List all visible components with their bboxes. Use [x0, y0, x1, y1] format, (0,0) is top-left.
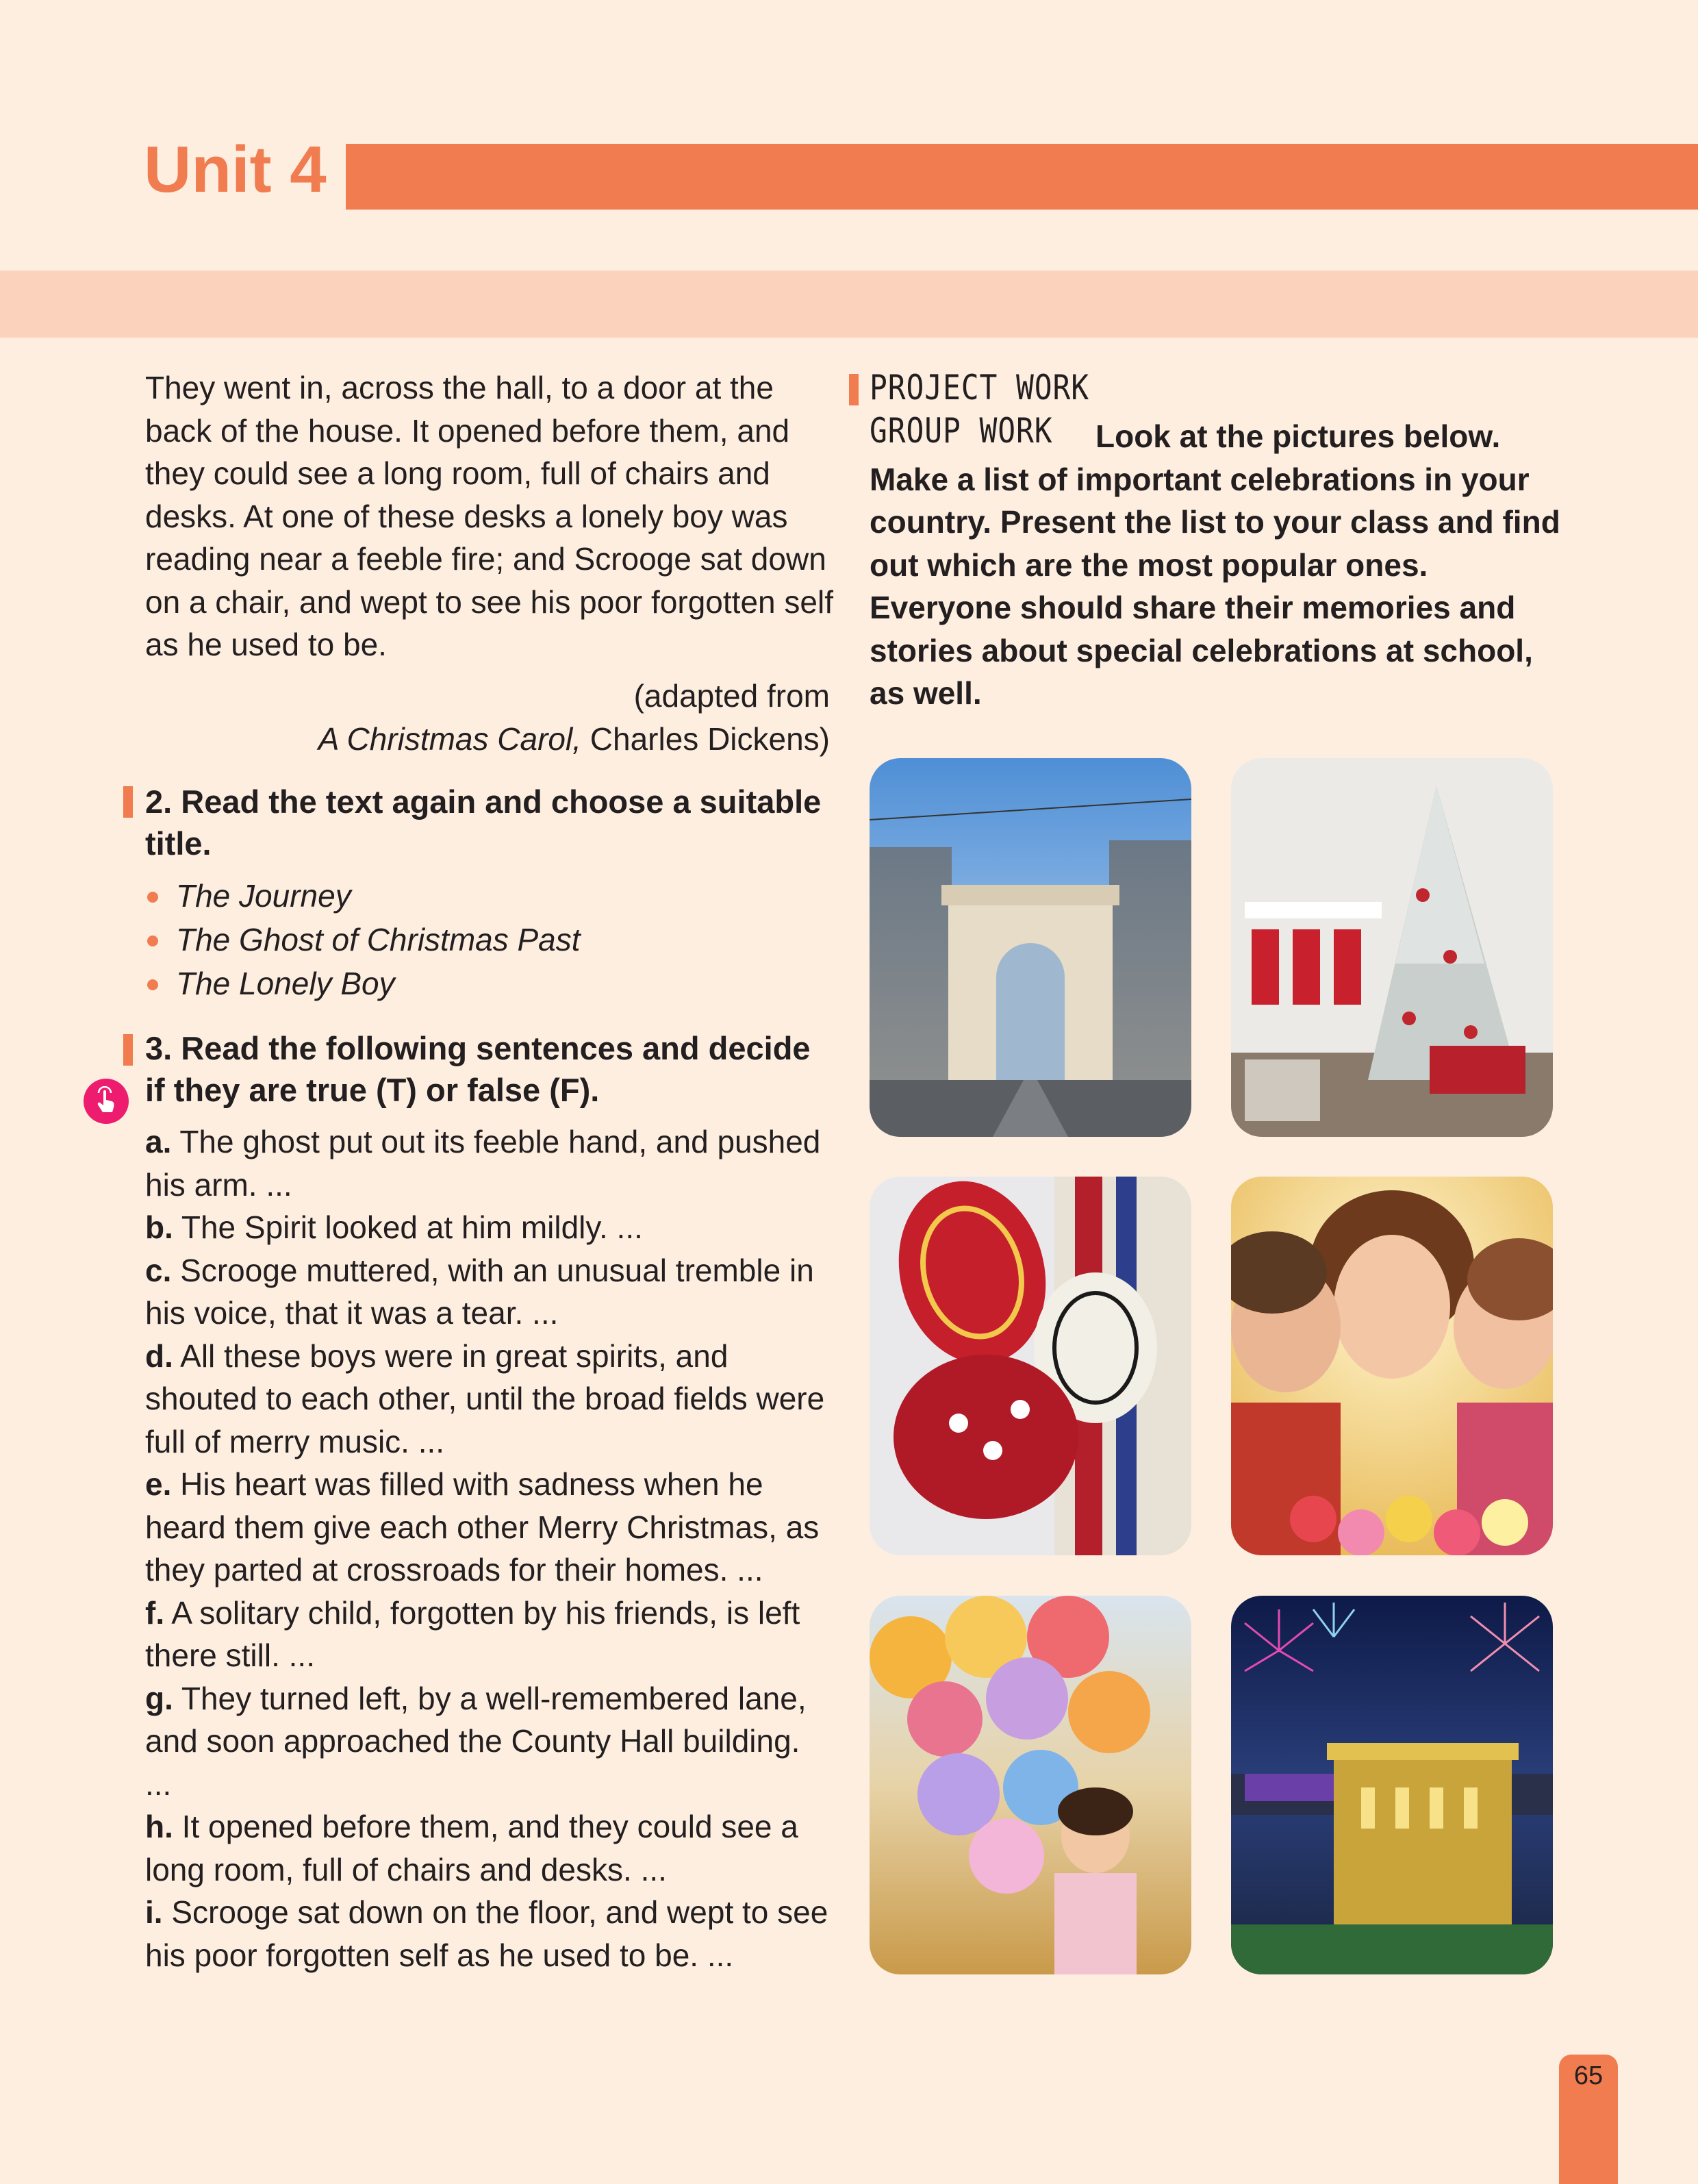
- statement-text: The Spirit looked at him mildly. ...: [173, 1209, 643, 1245]
- project-work-label: PROJECT WORK: [870, 368, 1089, 407]
- statement: [145, 1206, 833, 1249]
- statement-letter: h.: [145, 1809, 173, 1844]
- task3-heading: 3. Read the following sentences and decide if they are true (T) or false (F).: [145, 1030, 811, 1108]
- statements-list: [145, 1120, 833, 1976]
- photo-new-year-fireworks: [1231, 1596, 1553, 1974]
- statement: [145, 1891, 833, 1976]
- statement: [145, 1120, 833, 1206]
- statement-letter: d.: [145, 1338, 173, 1374]
- unit-title-bar: [346, 144, 1698, 210]
- title-option-text: The Lonely Boy: [176, 966, 395, 1001]
- bullet-icon: [147, 979, 158, 990]
- statement: [145, 1335, 833, 1464]
- bullet-icon: [147, 936, 158, 946]
- task-marker: [123, 786, 133, 818]
- statement-letter: i.: [145, 1894, 163, 1930]
- statement-text: All these boys were in great spirits, and shouted to each other, until the broad fields were full of merry music. ...: [145, 1338, 825, 1459]
- passage-source: [145, 675, 830, 760]
- statement-text: They turned left, by a well-remembered lane, and soon approached the County Hall building. ...: [145, 1680, 807, 1802]
- reading-passage: They went in, across the hall, to a door at the back of the house. It opened before them, and they could see a long room, full of chairs and desks. At one of these desks a lonely boy was reading near a feeble fire; and Scrooge sat down on a chair, and wept to see his poor forgotten self as he used to be.: [145, 370, 833, 662]
- bullet-icon: [147, 892, 158, 903]
- statement-text: The ghost put out its feeble hand, and pushed his arm. ...: [145, 1124, 821, 1203]
- statement-letter: e.: [145, 1466, 172, 1502]
- group-work-label: GROUP WORK: [870, 411, 1053, 451]
- task-marker: [849, 374, 859, 405]
- pointer-icon[interactable]: [84, 1079, 129, 1124]
- statement-text: A solitary child, forgotten by his friends, is left there still. ...: [145, 1594, 800, 1673]
- title-option: [145, 874, 581, 918]
- page-number: 65: [1573, 2061, 1604, 2090]
- header-band: [0, 271, 1698, 338]
- statement-text: Scrooge sat down on the floor, and wept to see his poor forgotten self as he used to be. ...: [145, 1894, 828, 1973]
- title-option: [145, 962, 581, 1005]
- statement-letter: c.: [145, 1252, 172, 1288]
- statement-letter: a.: [145, 1124, 172, 1159]
- statement: [145, 1677, 833, 1806]
- title-options-list: [145, 874, 581, 1005]
- statement: [145, 1592, 833, 1677]
- title-option: [145, 918, 581, 962]
- title-option-text: The Ghost of Christmas Past: [176, 922, 581, 957]
- source-author: Charles Dickens): [581, 720, 830, 757]
- unit-title: Unit 4: [144, 133, 327, 206]
- photo-triumphal-arch: [870, 758, 1191, 1137]
- source-book-title: A Christmas Carol,: [318, 720, 581, 757]
- source-line: (adapted from: [633, 678, 830, 714]
- task2-heading: 2. Read the text again and choose a suitable title.: [145, 783, 822, 862]
- statement-text: Scrooge muttered, with an unusual tremble in his voice, that it was a tear. ...: [145, 1252, 814, 1331]
- statement-text: His heart was filled with sadness when he heard them give each other Merry Christmas, as they parted at crossroads for their homes. ...: [145, 1466, 820, 1587]
- photo-childrens-day: [870, 1596, 1191, 1974]
- photo-mothers-day: [1231, 1177, 1553, 1555]
- photo-easter-eggs: [870, 1177, 1191, 1555]
- project-instructions: Look at the pictures below. Make a list of important celebrations in your country. Present the list to your class and find out which are the most popular ones. Everyone should share their memories and stories about special celebrations at school, as well.: [870, 418, 1560, 711]
- statement: [145, 1249, 833, 1335]
- task-marker: [123, 1034, 133, 1066]
- title-option-text: The Journey: [176, 878, 351, 914]
- statement: [145, 1805, 833, 1891]
- statement-letter: f.: [145, 1594, 165, 1631]
- statement-letter: b.: [145, 1209, 173, 1245]
- photo-christmas-tree: [1231, 758, 1553, 1137]
- statement-letter: g.: [145, 1680, 173, 1716]
- statement: [145, 1463, 833, 1592]
- statement-text: It opened before them, and they could see a long room, full of chairs and desks. ...: [145, 1809, 798, 1887]
- source-citation: [145, 718, 830, 761]
